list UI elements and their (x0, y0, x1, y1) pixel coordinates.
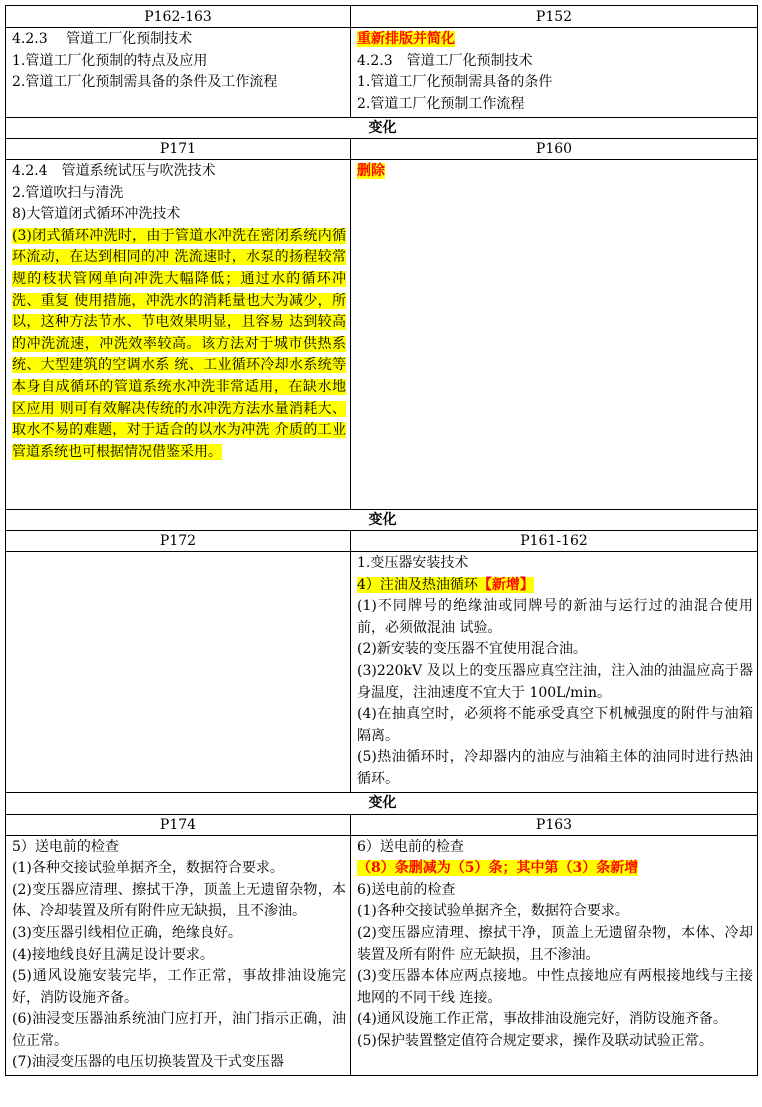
s1-left-line: 1.管道工厂化预制的特点及应用 (12, 52, 208, 69)
s1-left-page: P162-163 (6, 6, 351, 28)
s3-item: (2)新安装的变压器不宜使用混合油。 (357, 641, 587, 658)
section3-content-row (6, 552, 758, 793)
s4-right-item: (5)保护装置整定值符合规定要求，操作及联动试验正常。 (357, 1032, 713, 1049)
s4-right-content (351, 835, 758, 1076)
s1-right-content (351, 28, 758, 118)
section3-header-row (6, 531, 758, 552)
s1-right-line: 4.2.3 管道工厂化预制技术 (357, 52, 533, 69)
s1-left-line: 2.管道工厂化预制需具备的条件及工作流程 (12, 74, 278, 91)
change-label: 变化 (6, 118, 758, 139)
change-row-3 (6, 792, 758, 814)
s3-item: (4)在抽真空时，必须将不能承受真空下机械强度的附件与油箱隔离。 (357, 706, 753, 744)
s2-left-line: 8)大管道闭式循环冲洗技术 (12, 206, 181, 223)
s3-new-heading-text: 4）注油及热油循环 (357, 576, 478, 593)
change-label: 变化 (6, 510, 758, 531)
s4-right-item: (2)变压器应清理、擦拭干净，顶盖上无遗留杂物，本体、冷却装置及所有附件 应无缺损，且不渗油。 (357, 924, 753, 963)
s3-right-page: P161-162 (351, 531, 758, 552)
section1-header-row (6, 6, 758, 28)
s2-left-content (6, 160, 351, 510)
s1-left-line: 4.2.3 管道工厂化预制技术 (12, 31, 193, 47)
s4-left-item: (1)各种交接试验单据齐全，数据符合要求。 (12, 860, 284, 877)
s4-left-page: P174 (6, 814, 351, 835)
section4-content-row (6, 835, 758, 1076)
s4-right-item: (3)变压器本体应两点接地。中性点接地应有两根接地线与主接地网的不同干线 连接。 (357, 968, 753, 1006)
s4-left-title: 5）送电前的检查 (12, 838, 119, 855)
s4-right-title: 6）送电前的检查 (357, 838, 464, 855)
change-label: 变化 (6, 792, 758, 814)
s3-right-content (351, 552, 758, 793)
s4-left-content (6, 835, 351, 1076)
s1-right-line: 2.管道工厂化预制工作流程 (357, 95, 525, 112)
section1-content-row (6, 28, 758, 118)
section4-header-row (6, 814, 758, 835)
s4-right-item: (4)通风设施工作正常，事故排油设施完好，消防设施齐备。 (357, 1011, 727, 1028)
s2-left-page: P171 (6, 139, 351, 160)
change-row-1 (6, 118, 758, 139)
s3-right-line: 1.变压器安装技术 (357, 555, 469, 571)
s2-right-page: P160 (351, 139, 758, 160)
change-row-2 (6, 510, 758, 531)
s4-left-item: (2)变压器应清理、擦拭干净，顶盖上无遗留杂物，本体、冷却装置及所有附件应无缺损，且不渗油。 (12, 881, 346, 920)
s1-right-page: P152 (351, 6, 758, 28)
s3-item: (5)热油循环时，冷却器内的油应与油箱主体的油同时进行热油循环。 (357, 749, 753, 787)
section2-header-row (6, 139, 758, 160)
s4-right-subtitle: 6)送电前的检查 (357, 881, 456, 898)
s2-change-note: 删除 (357, 163, 385, 179)
s2-left-line: 4.2.4 管道系统试压与吹洗技术 (12, 163, 216, 179)
s3-new-heading (357, 577, 534, 593)
s4-left-item: (3)变压器引线相位正确，绝缘良好。 (12, 924, 242, 941)
s3-item: (3)220kV 及以上的变压器应真空注油，注入油的油温应高于器身温度，注油速度不宜大于 100L/min。 (357, 662, 753, 701)
s4-left-item: (6)油浸变压器油系统油门应打开，油门指示正确，油位正常。 (12, 1011, 346, 1049)
s4-left-item: (4)接地线良好且满足设计要求。 (12, 946, 214, 963)
s3-left-page: P172 (6, 531, 351, 552)
s4-right-page: P163 (351, 814, 758, 835)
s3-item: (1)不同牌号的绝缘油或同牌号的新油与运行过的油混合使用前，必须做混油 试验。 (357, 598, 753, 636)
comparison-table (5, 5, 758, 1076)
s2-deleted-paragraph: (3)闭式循环冲洗时，由于管道水冲洗在密闭系统内循环流动，在达到相同的冲 洗流速时，水泵的扬程较常规的枝状管网单向冲洗大幅降低；通过水的循环冲洗、重复 使用措施，冲洗水的消耗量也大为减少，所以，这种方法节水、节电效果明显，且容易 达到较高的冲洗流速，冲洗效率较高。该方法对于城市供热系统、大型建筑的空调水系 统、工业循环冷却水系统等本身自成循环的管道系统水冲洗非常适用，在缺水地区应用 则可有效解决传统的水冲洗方法水量消耗大、取水不易的难题，对于适合的以水为冲洗 介质的工业管道系统也可根据情况借鉴采用。 (12, 227, 346, 460)
s2-left-line: 2.管道吹扫与清洗 (12, 184, 124, 201)
s1-change-note: 重新排版并简化 (357, 31, 455, 47)
s3-new-tag: 【新增】 (477, 576, 534, 593)
s2-right-content (351, 160, 758, 510)
s4-left-item: (5)通风设施安装完毕，工作正常，事故排油设施完好，消防设施齐备。 (12, 968, 346, 1006)
section2-content-row (6, 160, 758, 510)
s1-right-line: 1.管道工厂化预制需具备的条件 (357, 74, 553, 91)
s3-left-content (6, 552, 351, 793)
s1-left-content (6, 28, 351, 118)
s4-change-note: （8）条删减为（5）条；其中第（3）条新增 (357, 860, 639, 877)
s4-left-item: (7)油浸变压器的电压切换装置及干式变压器 (12, 1054, 284, 1071)
s4-right-item: (1)各种交接试验单据齐全，数据符合要求。 (357, 903, 629, 920)
